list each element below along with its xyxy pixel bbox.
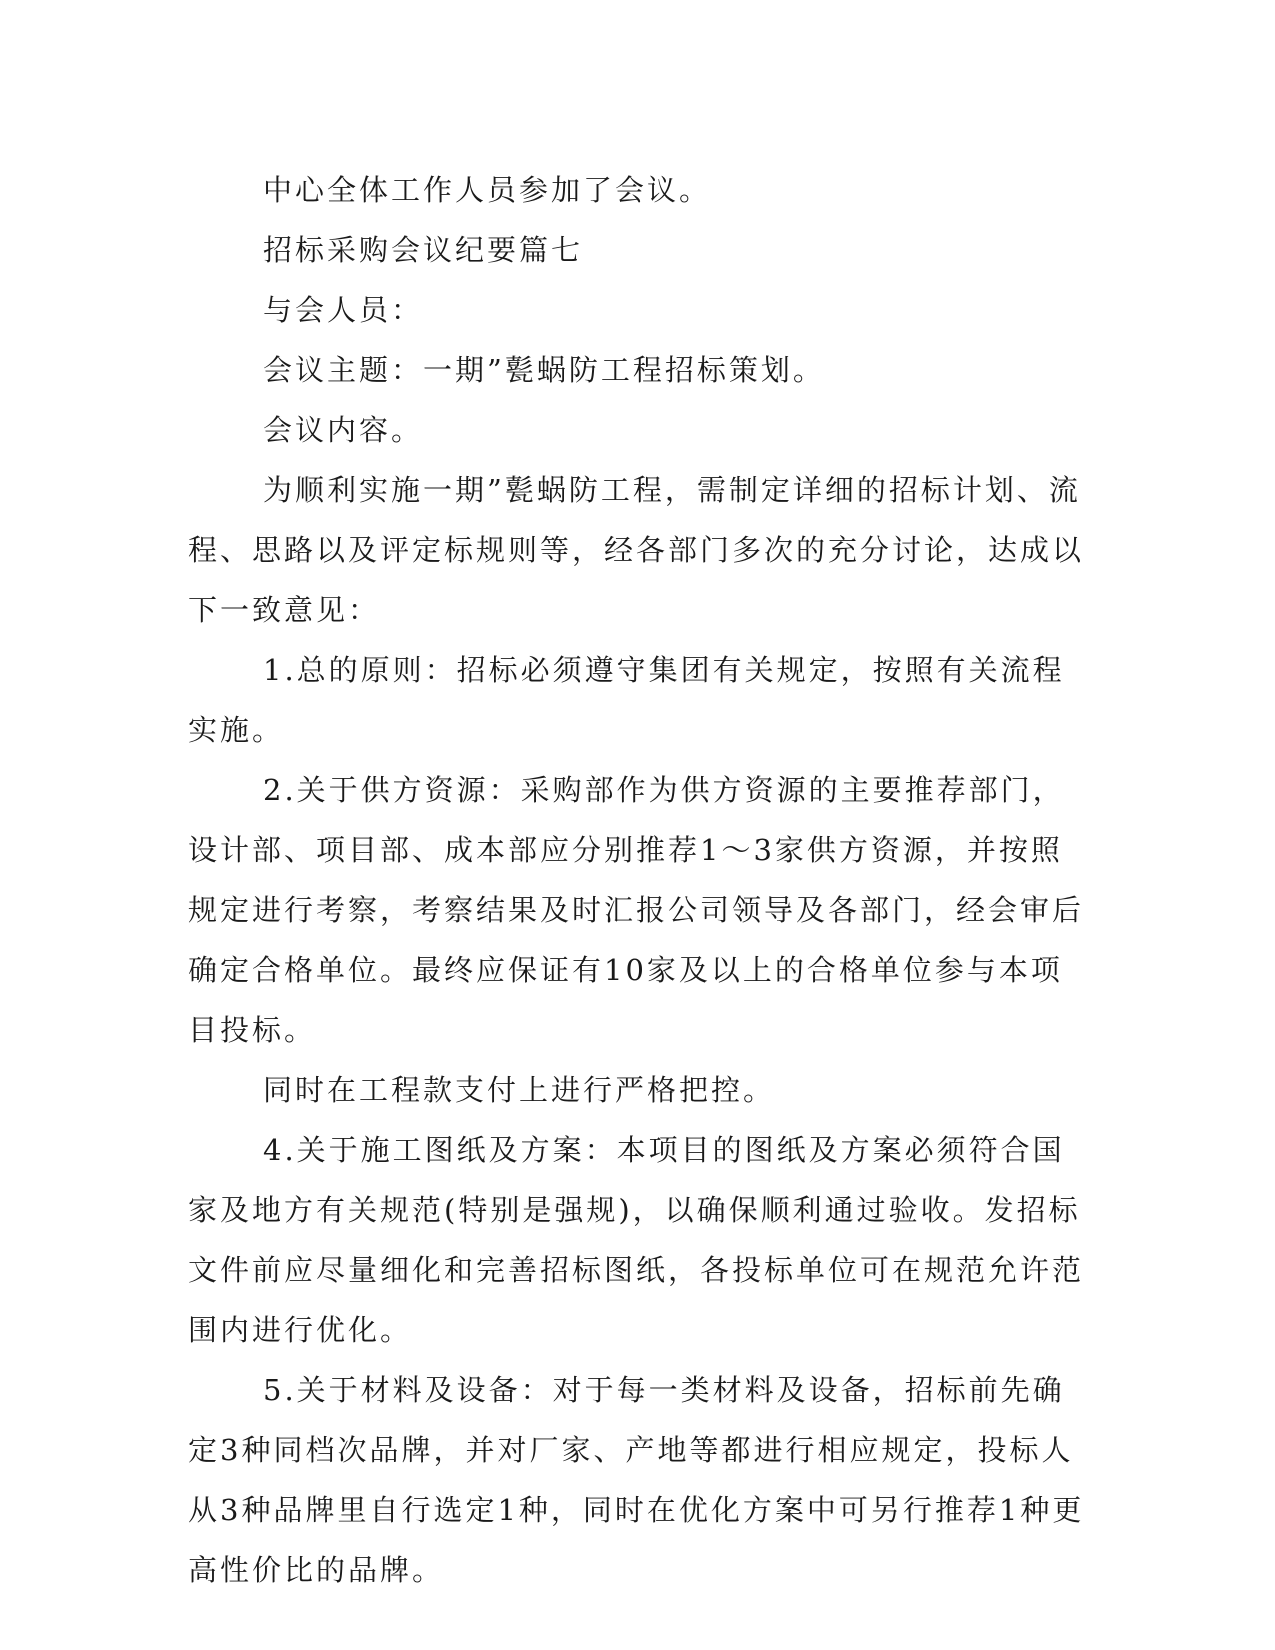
paragraph-content-label: 会议内容。 xyxy=(263,413,424,447)
paragraph-attendance: 中心全体工作人员参加了会议。 xyxy=(263,173,712,207)
section-heading: 招标采购会议纪要篇七 xyxy=(263,233,584,267)
paragraph-principle: 1.总的原则：招标必须遵守集团有关规定，按照有关流程实施。 xyxy=(188,653,1065,747)
document-body xyxy=(188,160,1088,1600)
paragraph-attendees: 与会人员： xyxy=(263,293,424,327)
paragraph-payment-control: 同时在工程款支付上进行严格把控。 xyxy=(263,1073,776,1107)
paragraph-topic: 会议主题：一期”甏蜗防工程招标策划。 xyxy=(263,353,825,387)
paragraph-intro: 为顺利实施一期”甏蜗防工程，需制定详细的招标计划、流程、思路以及评定标规则等，经各部门多次的充分讨论，达成以下一致意见： xyxy=(188,473,1085,627)
paragraph-materials: 5.关于材料及设备：对于每一类材料及设备，招标前先确定3种同档次品牌，并对厂家、产地等都进行相应规定，投标人从3种品牌里自行选定1种，同时在优化方案中可另行推荐1种更高性价比的品牌。 xyxy=(188,1373,1085,1587)
paragraph-supplier-resources: 2.关于供方资源：采购部作为供方资源的主要推荐部门，设计部、项目部、成本部应分别推荐1～3家供方资源，并按照规定进行考察，考察结果及时汇报公司领导及各部门，经会审后确定合格单位。最终应保证有10家及以上的合格单位参与本项目投标。 xyxy=(188,773,1085,1047)
paragraph-drawings: 4.关于施工图纸及方案：本项目的图纸及方案必须符合国家及地方有关规范(特别是强规)，以确保顺利通过验收。发招标文件前应尽量细化和完善招标图纸，各投标单位可在规范允许范围内进行优化。 xyxy=(188,1133,1085,1347)
